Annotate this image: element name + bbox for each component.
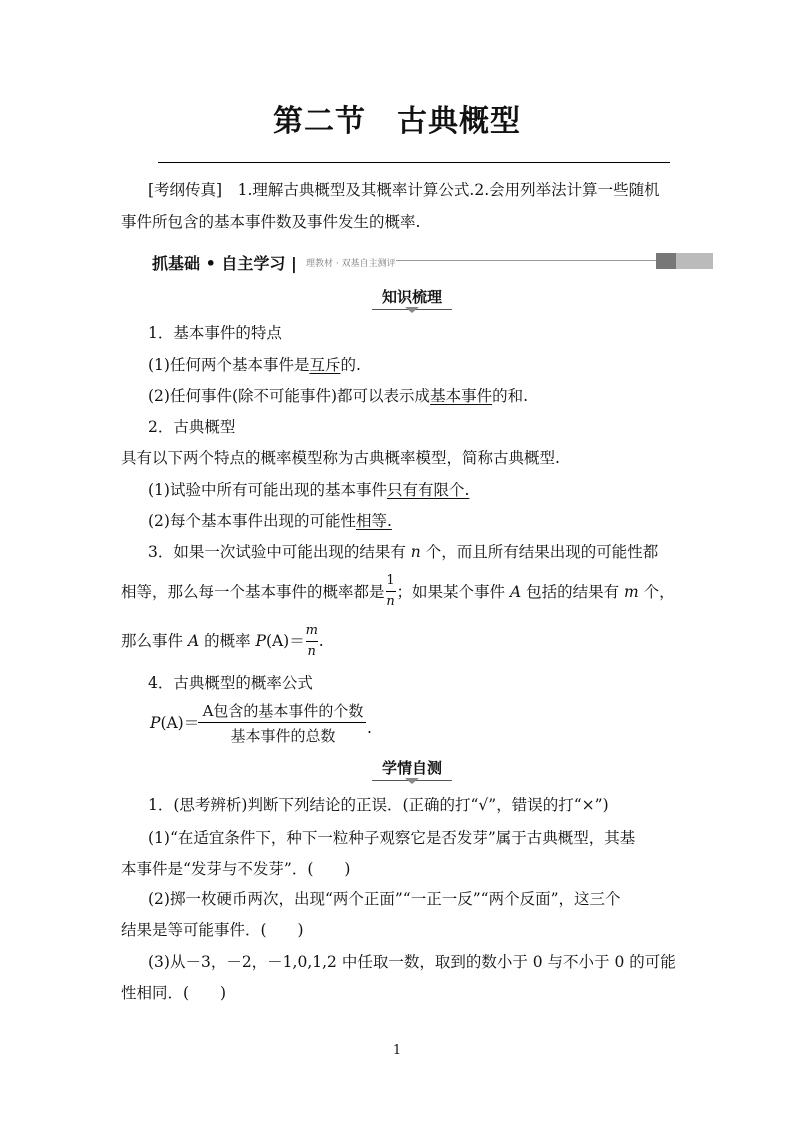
item2-a-answer: 只有有限个. xyxy=(386,481,470,499)
fraction-denominator: n xyxy=(386,594,395,609)
intro-line-2: 事件所包含的基本事件数及事件发生的概率. xyxy=(121,213,421,231)
item3-l3-mid: 的概率 xyxy=(199,632,256,650)
item2-b-text: (2)每个基本事件出现的可能性 xyxy=(148,512,356,530)
item3-l2-end: 个， xyxy=(638,583,675,601)
item3-l3-var-A: A xyxy=(187,632,200,650)
item3-l2-text: 相等，那么每一个基本事件的概率都是 xyxy=(121,583,385,601)
intro-text: 1.理解古典概型及其概率计算公式.2.会用列举法计算一些随机 xyxy=(222,181,660,199)
item3-line-1 xyxy=(148,542,658,562)
selftest-heading: 学情自测 xyxy=(372,757,452,781)
item1-b-end: 的和. xyxy=(492,387,529,405)
question-1-3-line-1: (3)从－3，－2，－1,0,1,2 中任取一数，取到的数小于 0 与不小于 0 的可能 xyxy=(148,953,676,971)
item2-a xyxy=(148,480,469,500)
knowledge-heading: 知识梳理 xyxy=(372,286,452,310)
item1-a-answer: 互斥 xyxy=(309,356,341,374)
item4-title: 4．古典概型的概率公式 xyxy=(148,674,313,692)
formula-numerator: A包含的基本事件的个数 xyxy=(202,702,364,720)
item3-l3-text: 那么事件 xyxy=(121,632,188,650)
section-line xyxy=(396,260,656,261)
item3-line-2 xyxy=(121,573,675,609)
item2-title: 2．古典概型 xyxy=(148,418,236,436)
fraction-1-over-n xyxy=(385,573,397,609)
item2-a-text: (1)试验中所有可能出现的基本事件 xyxy=(148,481,387,499)
formula-var-P: P xyxy=(150,714,161,732)
question-1-2-line-1: (2)掷一枚硬币两次，出现“两个正面”“一正一反”“两个反面”，这三个 xyxy=(148,890,621,908)
item1-b xyxy=(148,386,528,406)
item3-l2-mid2: 包括的结果有 xyxy=(521,583,625,601)
fraction2-numerator: m xyxy=(305,623,318,638)
section-subtitle: 理教材 · 双基自主测评 xyxy=(306,259,396,269)
item1-b-text: (2)任何事件(除不可能事件)都可以表示成 xyxy=(148,387,431,405)
item4-formula xyxy=(150,713,199,733)
formula-lhs: (A)＝ xyxy=(160,714,200,732)
fraction2-denominator: n xyxy=(307,644,316,659)
item2-b-answer: 相等. xyxy=(355,512,392,530)
item3-l1-text: 3．如果一次试验中可能出现的结果有 xyxy=(148,543,411,561)
section-title: 抓基础 • 自主学习 | xyxy=(152,254,297,273)
question-1: 1．(思考辨析)判断下列结论的正误．(正确的打“√”，错误的打“×”) xyxy=(148,796,609,814)
item3-l3-end: . xyxy=(318,632,324,650)
title-rule xyxy=(158,162,670,163)
item3-var-n: n xyxy=(410,543,421,561)
formula-end: . xyxy=(367,719,372,737)
fraction-m-over-n xyxy=(305,623,319,659)
question-1-1-line-2: 本事件是“发芽与不发芽”．( ) xyxy=(121,860,351,878)
fraction-numerator: 1 xyxy=(386,573,395,588)
section-block-light xyxy=(676,253,713,269)
formula-denominator: 基本事件的总数 xyxy=(230,727,336,745)
selftest-heading-arrow xyxy=(405,778,419,784)
section-block-dark xyxy=(656,253,676,269)
intro-line-1 xyxy=(148,180,660,200)
item1-title: 1．基本事件的特点 xyxy=(148,324,282,342)
page-title: 第二节 古典概型 xyxy=(273,104,521,139)
question-1-1-line-1: (1)“在适宜条件下，种下一粒种子观察它是否发芽”属于古典概型，其基 xyxy=(148,829,636,847)
item2-desc: 具有以下两个特点的概率模型称为古典概率模型，简称古典概型. xyxy=(121,449,560,467)
item3-var-P: P xyxy=(255,632,266,650)
page-number: 1 xyxy=(392,1043,402,1058)
question-1-3-line-2: 性相同．( ) xyxy=(121,984,227,1002)
item1-a xyxy=(148,355,361,375)
section-bar xyxy=(148,251,713,271)
item3-l1-end: 个，而且所有结果出现的可能性都 xyxy=(420,543,659,561)
item3-l3-paren: (A)＝ xyxy=(265,632,305,650)
knowledge-heading-arrow xyxy=(405,307,419,313)
item3-l2-mid: ；如果某个事件 xyxy=(396,583,510,601)
item3-line-3 xyxy=(121,623,324,659)
intro-tag: [考纲传真] xyxy=(148,181,223,199)
item1-a-end: 的. xyxy=(340,356,361,374)
item1-b-answer: 基本事件 xyxy=(430,387,493,405)
item3-var-A: A xyxy=(509,583,522,601)
question-1-2-line-2: 结果是等可能事件．( ) xyxy=(121,921,304,939)
formula-bar xyxy=(198,722,366,723)
item2-b xyxy=(148,511,392,531)
item1-a-text: (1)任何两个基本事件是 xyxy=(148,356,310,374)
item3-var-m: m xyxy=(624,583,639,601)
